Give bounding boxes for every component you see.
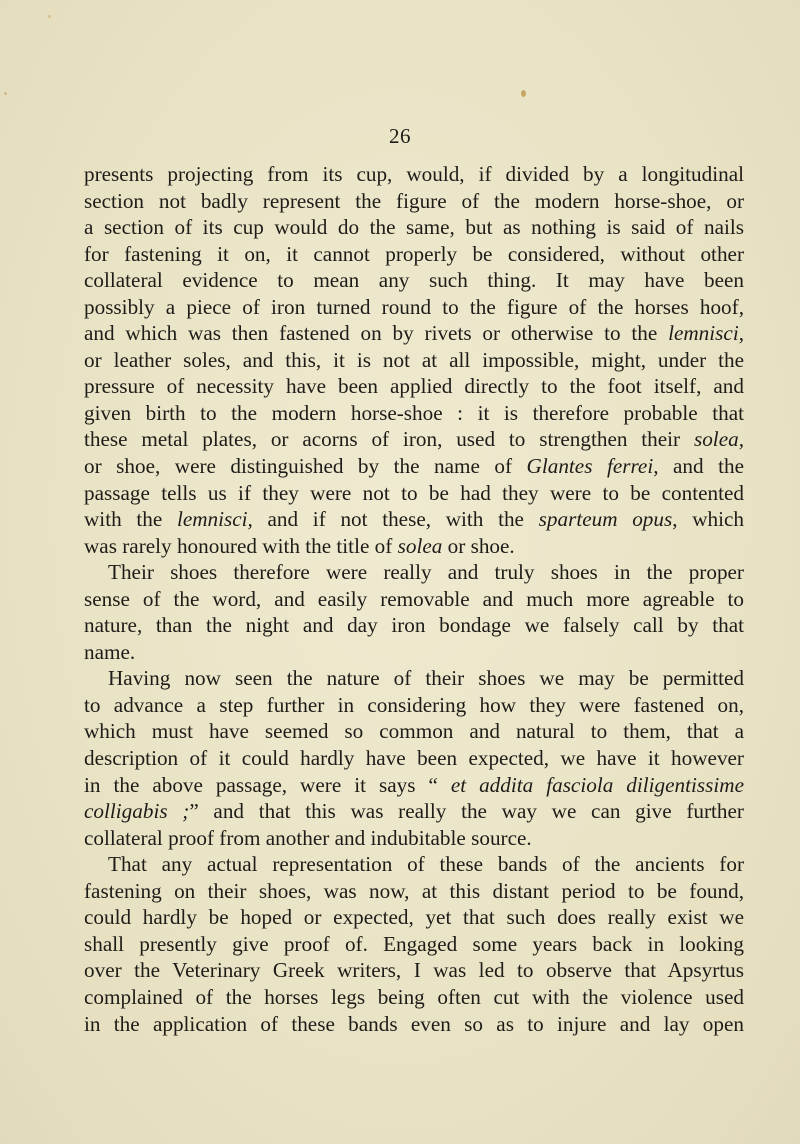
- text-segment: passage tells us if they were not to be had they were to be contented: [84, 480, 744, 505]
- text-line: [84, 533, 744, 560]
- text-line: [84, 878, 744, 905]
- text-segment: nature, than the night and day iron bondage we falsely call by that: [84, 613, 744, 638]
- text-line: [84, 559, 744, 586]
- italic-text: lemnisci: [668, 321, 739, 346]
- italic-text: Glantes ferrei: [526, 454, 654, 479]
- italic-text: colligabis ;: [84, 799, 190, 824]
- text-segment: fastening on their shoes, was now, at this distant period to be found,: [84, 878, 744, 903]
- text-line: [84, 798, 744, 825]
- text-line: [84, 426, 744, 453]
- text-segment: sense of the word, and easily removable and much more agreable to: [84, 586, 744, 611]
- text-line: [84, 692, 744, 719]
- page-number: 26: [389, 124, 411, 148]
- text-segment: which must have seemed so common and natural to them, that a: [84, 719, 744, 744]
- text-line: [84, 320, 744, 347]
- text-line: [84, 904, 744, 931]
- text-line: [84, 214, 744, 241]
- text-segment: these metal plates, or acorns of iron, used to strengthen their: [84, 427, 694, 452]
- text-segment: pressure of necessity have been applied directly to the foot itself, and: [84, 374, 744, 399]
- text-segment: was rarely honoured with the title of: [84, 533, 398, 558]
- text-line: [84, 188, 744, 215]
- text-line: [84, 267, 744, 294]
- text-segment: ,: [738, 321, 744, 346]
- text-segment: description of it could hardly have been expected, we have it however: [84, 746, 744, 771]
- text-line: [84, 400, 744, 427]
- text-segment: given birth to the modern horse-shoe : it is therefore probable that: [84, 400, 744, 425]
- text-line: [84, 931, 744, 958]
- text-segment: , and the: [653, 454, 744, 479]
- text-line: [84, 480, 744, 507]
- text-segment: in the application of these bands even so as to injure and lay open: [84, 1011, 744, 1036]
- text-segment: to advance a step further in considering how they were fastened on,: [84, 692, 744, 717]
- text-line: [84, 453, 744, 480]
- text-segment: or shoe.: [442, 533, 515, 558]
- text-line: [84, 851, 744, 878]
- text-segment: possibly a piece of iron turned round to the figure of the horses hoof,: [84, 294, 744, 319]
- italic-text: lemnisci,: [176, 507, 253, 532]
- text-segment: collateral evidence to mean any such thing. It may have been: [84, 268, 744, 293]
- italic-text: solea,: [693, 427, 744, 452]
- text-segment: collateral proof from another and indubitable source.: [84, 825, 532, 850]
- text-line: [84, 294, 744, 321]
- text-segment: Their shoes therefore were really and truly shoes in the proper: [108, 560, 744, 585]
- text-segment: complained of the horses legs being often cut with the violence used: [84, 984, 744, 1009]
- body-text: [84, 161, 744, 1037]
- foxing-spot: [4, 92, 7, 95]
- text-line: [84, 241, 744, 268]
- italic-text: et addita fasciola diligentissime: [450, 772, 744, 797]
- text-segment: with the: [84, 507, 177, 532]
- text-segment: in the above passage, were it says “: [84, 772, 451, 797]
- text-line: [84, 161, 744, 188]
- text-line: [84, 612, 744, 639]
- text-segment: ” and that this was really the way we can give further: [189, 799, 744, 824]
- text-segment: or shoe, were distinguished by the name of: [84, 454, 527, 479]
- text-line: [84, 825, 744, 852]
- text-segment: could hardly be hoped or expected, yet that such does really exist we: [84, 905, 744, 930]
- text-segment: and if not these, with the: [252, 507, 539, 532]
- text-line: [84, 957, 744, 984]
- text-line: [84, 586, 744, 613]
- text-segment: , which: [672, 507, 744, 532]
- text-segment: presents projecting from its cup, would, if divided by a longitudinal: [84, 162, 744, 186]
- text-line: [84, 772, 744, 799]
- text-line: [84, 745, 744, 772]
- text-line: [84, 1011, 744, 1038]
- text-segment: and which was then fastened on by rivets or otherwise to the: [84, 321, 669, 346]
- text-line: [84, 639, 744, 666]
- text-line: [84, 506, 744, 533]
- text-segment: section not badly represent the figure of the modern horse-shoe, or: [84, 188, 744, 213]
- text-line: [84, 373, 744, 400]
- text-segment: shall presently give proof of. Engaged some years back in looking: [84, 931, 744, 956]
- text-line: [84, 665, 744, 692]
- text-segment: name.: [84, 639, 136, 664]
- text-segment: Having now seen the nature of their shoes we may be permitted: [108, 666, 744, 691]
- text-segment: That any actual representation of these bands of the ancients for: [108, 852, 744, 877]
- text-line: [84, 347, 744, 374]
- text-line: [84, 984, 744, 1011]
- italic-text: solea: [397, 533, 443, 558]
- text-segment: for fastening it on, it cannot properly be considered, without other: [84, 241, 744, 266]
- text-segment: a section of its cup would do the same, but as nothing is said of nails: [84, 215, 744, 240]
- text-segment: or leather soles, and this, it is not at all impossible, might, under the: [84, 347, 744, 372]
- foxing-spot: [48, 15, 51, 18]
- text-segment: over the Veterinary Greek writers, I was led to observe that Apsyrtus: [84, 958, 744, 983]
- italic-text: sparteum opus: [538, 507, 673, 532]
- foxing-spot: [521, 90, 526, 97]
- text-line: [84, 718, 744, 745]
